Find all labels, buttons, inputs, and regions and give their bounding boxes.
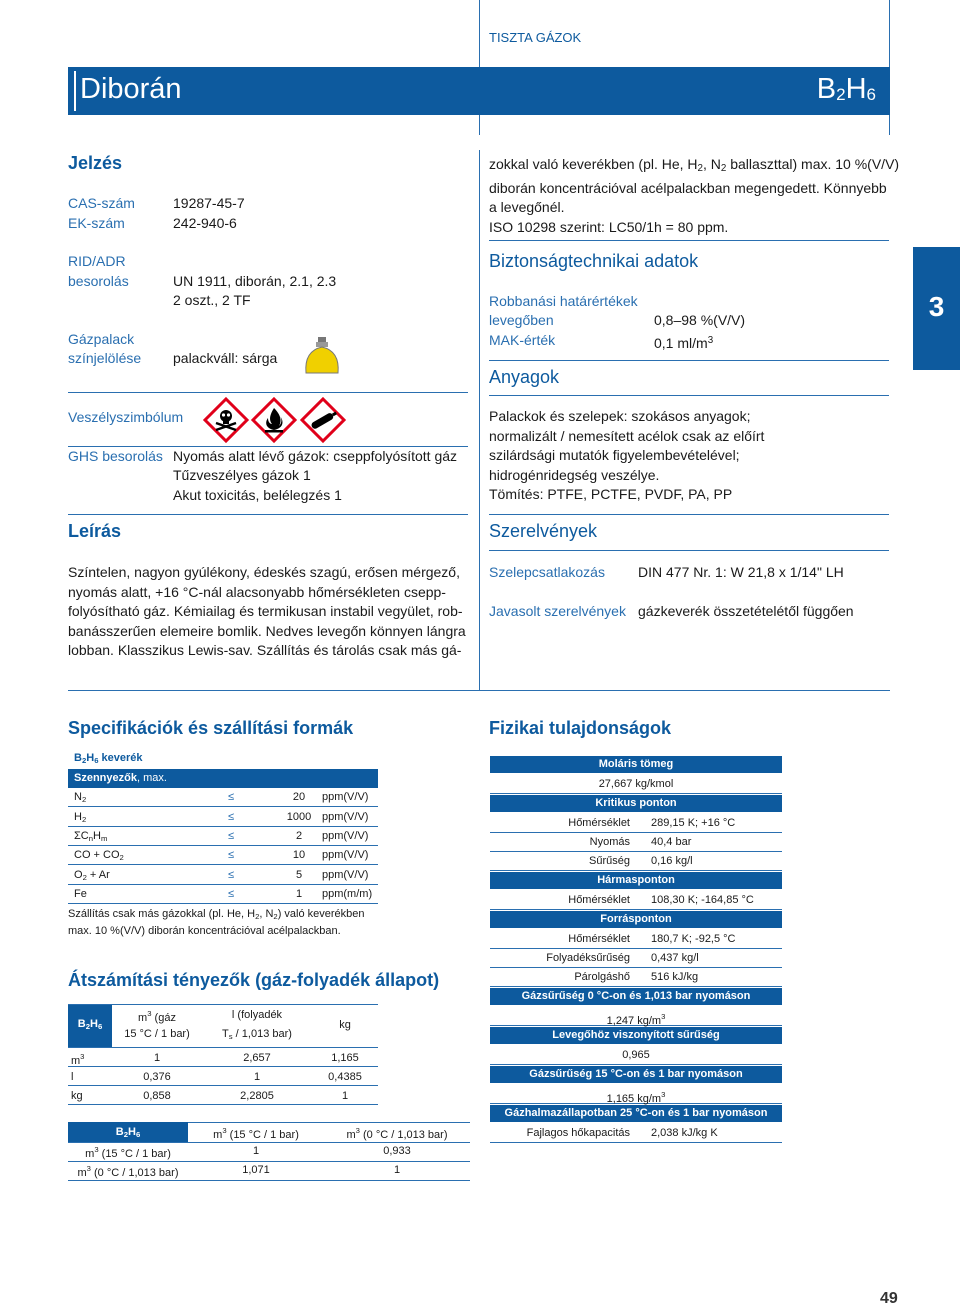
t2-cell: 1 <box>393 1164 401 1176</box>
t1-cell: 2,2805 <box>240 1090 274 1102</box>
t2-row-label-2: $m^3$ (0 °C / 1,013 bar) <box>77 1164 179 1179</box>
table-row: Sűrűség 0,16 kg/l <box>490 852 782 871</box>
cas-label: CAS-szám <box>68 195 135 211</box>
ghs-value-2: Tűzveszélyes gázok 1 <box>173 467 311 483</box>
col-header-liquid: l (folyadék <box>231 1009 283 1021</box>
szerelvenyek-heading: Szerelvények <box>489 521 598 541</box>
mix-title: $B_2H_6$ keverék <box>74 752 143 765</box>
hazard-label: Veszélyszimbólum <box>68 409 184 425</box>
table-row: Hőmérséklet 180,7 K; -92,5 °C <box>490 930 782 949</box>
title-bar <box>68 67 890 115</box>
flame-icon <box>251 397 297 443</box>
table-row: Hőmérséklet 289,15 K; +16 °C <box>490 814 782 833</box>
t1-cell: 2,657 <box>243 1052 271 1064</box>
anyagok-text: Palackok és szelepek: szokásos anyagok; normalizált / nemesített acélok csak az előírt szilárdsági mutatók figyelembevételével; hidrogénridegség veszélye. Tömítés: PTFE, PCTFE, PVDF, PA, PP <box>489 408 765 502</box>
page-title: Diborán <box>80 73 182 105</box>
gaz-label-2: színjelölése <box>68 350 142 366</box>
gaz-value: palackváll: sárga <box>173 350 278 366</box>
forras-header: Forrásponton <box>490 911 782 928</box>
ek-value: 242-940-6 <box>173 215 237 231</box>
gazsuruseg15-header: Gázsűrűség 15 °C-on és 1 bar nyomáson <box>490 1066 782 1083</box>
t1-cell: 1 <box>153 1052 161 1064</box>
cas-value: 19287-45-7 <box>173 195 245 211</box>
table-row: Fajlagos hőkapacitás 2,038 kJ/kg K <box>490 1124 782 1143</box>
cylinder-shoulder-icon <box>300 337 344 375</box>
table-row: $O_2 + Ar$ ≤ 5 ppm(V/V) <box>68 866 378 885</box>
levegohoz-value: 0,965 <box>490 1046 782 1065</box>
formula: $B_2H_6$ <box>816 73 876 105</box>
page-number: 49 <box>880 1290 898 1307</box>
col-header-gas: $m^3$ (gáz <box>138 1009 176 1024</box>
leiras-heading: Leírás <box>68 521 122 541</box>
spec-heading: Specifikációk és szállítási formák <box>68 718 354 738</box>
t1-cell: 1 <box>341 1090 349 1102</box>
t2-row-label-1: $m^3$ (15 °C / 1 bar) <box>85 1145 171 1160</box>
t1-cell: 0,4385 <box>328 1071 362 1083</box>
csatlakozas-label: Szelepcsatlakozás <box>489 564 605 580</box>
halmaz-header: Gázhalmazállapotban 25 °C-on és 1 bar nyomáson <box>490 1105 782 1122</box>
gazsuruseg15-value: 1,165 $kg/m^3$ <box>490 1085 782 1104</box>
t1-cell: 1,165 <box>331 1052 359 1064</box>
t1-cell: 0,858 <box>143 1090 171 1102</box>
t1-row-label-2: l <box>71 1071 74 1083</box>
biztonsag-heading: Biztonságtechnikai adatok <box>489 251 699 271</box>
col-header-gas-2: 15 °C / 1 bar) <box>124 1028 190 1040</box>
anyagok-heading: Anyagok <box>489 367 560 387</box>
rid-label-2: besorolás <box>68 273 129 289</box>
conversion-heading: Átszámítási tényezők (gáz-folyadék állapot) <box>68 970 440 990</box>
table-row: Fe ≤ 1 ppm(m/m) <box>68 885 378 904</box>
gazsuruseg0-value: 1,247 $kg/m^3$ <box>490 1007 782 1026</box>
levegohoz-header: Levegőhöz viszonyított sűrűség <box>490 1027 782 1044</box>
levegoben-value: 0,8–98 %(V/V) <box>654 312 746 328</box>
robbanasi-label: Robbanási határértékek <box>489 293 638 309</box>
mak-label: MAK-érték <box>489 332 556 348</box>
impurity-header: Szennyezők, max. <box>68 769 378 788</box>
ghs-value-3: Akut toxicitás, belélegzés 1 <box>173 487 342 503</box>
rid-label: RID/ADR <box>68 253 126 269</box>
rid-value-2: 2 oszt., 2 TF <box>173 292 251 308</box>
jelzes-heading: Jelzés <box>68 153 123 173</box>
harmas-header: Hármasponton <box>490 872 782 889</box>
t2-col-header-2: $m^3$ (0 °C / 1,013 bar) <box>346 1126 448 1141</box>
table-row: Nyomás 40,4 bar <box>490 833 782 852</box>
table-row: Hőmérséklet 108,30 K; -164,85 °C <box>490 891 782 910</box>
spec-note: Szállítás csak más gázokkal (pl. He, $H_2$, $N_2$) való keverékben max. 10 %(V/V) diborán koncentrációval acélpalackban. <box>68 908 365 937</box>
csatlakozas-value: DIN 477 Nr. 1: W 21,8 x 1/14" LH <box>638 564 844 580</box>
kritikus-header: Kritikus ponton <box>490 795 782 812</box>
section-tab[interactable] <box>913 247 960 370</box>
table-row: Párolgáshő 516 kJ/kg <box>490 968 782 987</box>
t1-row-label-3: kg <box>71 1090 83 1102</box>
table-row: Folyadéksűrűség 0,437 kg/l <box>490 949 782 968</box>
t2-cell: 1 <box>252 1145 260 1157</box>
levegoben-label: levegőben <box>489 312 554 328</box>
ghs-value-1: Nyomás alatt lévő gázok: cseppfolyósított gáz <box>173 448 458 464</box>
right-intro-text: zokkal való keverékben (pl. He, $H_2$, $N_2$ ballaszttal) max. 10 %(V/V) diborán koncentrációval acélpalackban megengedett. Könnyebb a levegőnél. ISO 10298 szerint: LC50/1h = 80 ppm. <box>489 156 900 235</box>
t2-cell: 0,933 <box>383 1145 411 1157</box>
gas-cylinder-icon <box>300 397 346 443</box>
t1-row-label-1: $m^3$ <box>71 1052 85 1067</box>
skull-crossbones-icon <box>203 397 249 443</box>
t1-cell: 1 <box>253 1071 261 1083</box>
conversion-corner-formula: $B_2H_6$ <box>77 1018 103 1031</box>
leiras-text: Színtelen, nagyon gyúlékony, édeskés szagú, erősen mérgező, nyomás alatt, +16 °C-nál alacsonyabb hőmérsékleten csepp- folyósítható gáz. Kémiailag és termikusan instabil vegyület, rob- banásszerűen elemeire bomlik. Nedves levegőn könnyen lángra lobban. Klasszikus Lewis-sav. Szállítás és tárolás csak más gá- <box>68 564 466 658</box>
rid-value: UN 1911, diborán, 2.1, 2.3 <box>173 273 337 289</box>
ek-label: EK-szám <box>68 215 125 231</box>
col-header-liquid-2: $T_s / 1,013$ bar) <box>222 1028 292 1041</box>
category-label: TISZTA GÁZOK <box>489 30 582 45</box>
table-row: CO + $CO_2$ ≤ 10 ppm(V/V) <box>68 846 378 865</box>
molaris-header: Moláris tömeg <box>490 756 782 773</box>
t2-cell: 1,071 <box>242 1164 270 1176</box>
physical-heading: Fizikai tulajdonságok <box>489 718 672 738</box>
t1-cell: 0,376 <box>143 1071 171 1083</box>
gazsuruseg0-header: Gázsűrűség 0 °C-on és 1,013 bar nyomáson <box>490 988 782 1005</box>
table-row: $N_2$ ≤ 20 ppm(V/V) <box>68 788 378 807</box>
t2-corner-formula: $B_2H_6$ <box>115 1126 141 1139</box>
table-row: $H_2$ ≤ 1000 ppm(V/V) <box>68 808 378 827</box>
molaris-value: 27,667 kg/kmol <box>490 775 782 794</box>
mak-value: 0,1 $ml/m^3$ <box>654 335 714 351</box>
col-header-kg: kg <box>339 1019 351 1031</box>
javasolt-label: Javasolt szerelvények <box>489 603 626 619</box>
t2-col-header-1: $m^3$ (15 °C / 1 bar) <box>213 1126 299 1141</box>
gaz-label: Gázpalack <box>68 331 135 347</box>
section-tab-number: 3 <box>928 291 945 322</box>
table-row: $\Sigma C_nH_m$ ≤ 2 ppm(V/V) <box>68 827 378 846</box>
ghs-label: GHS besorolás <box>68 448 163 464</box>
javasolt-value: gázkeverék összetételétől függően <box>638 603 854 619</box>
